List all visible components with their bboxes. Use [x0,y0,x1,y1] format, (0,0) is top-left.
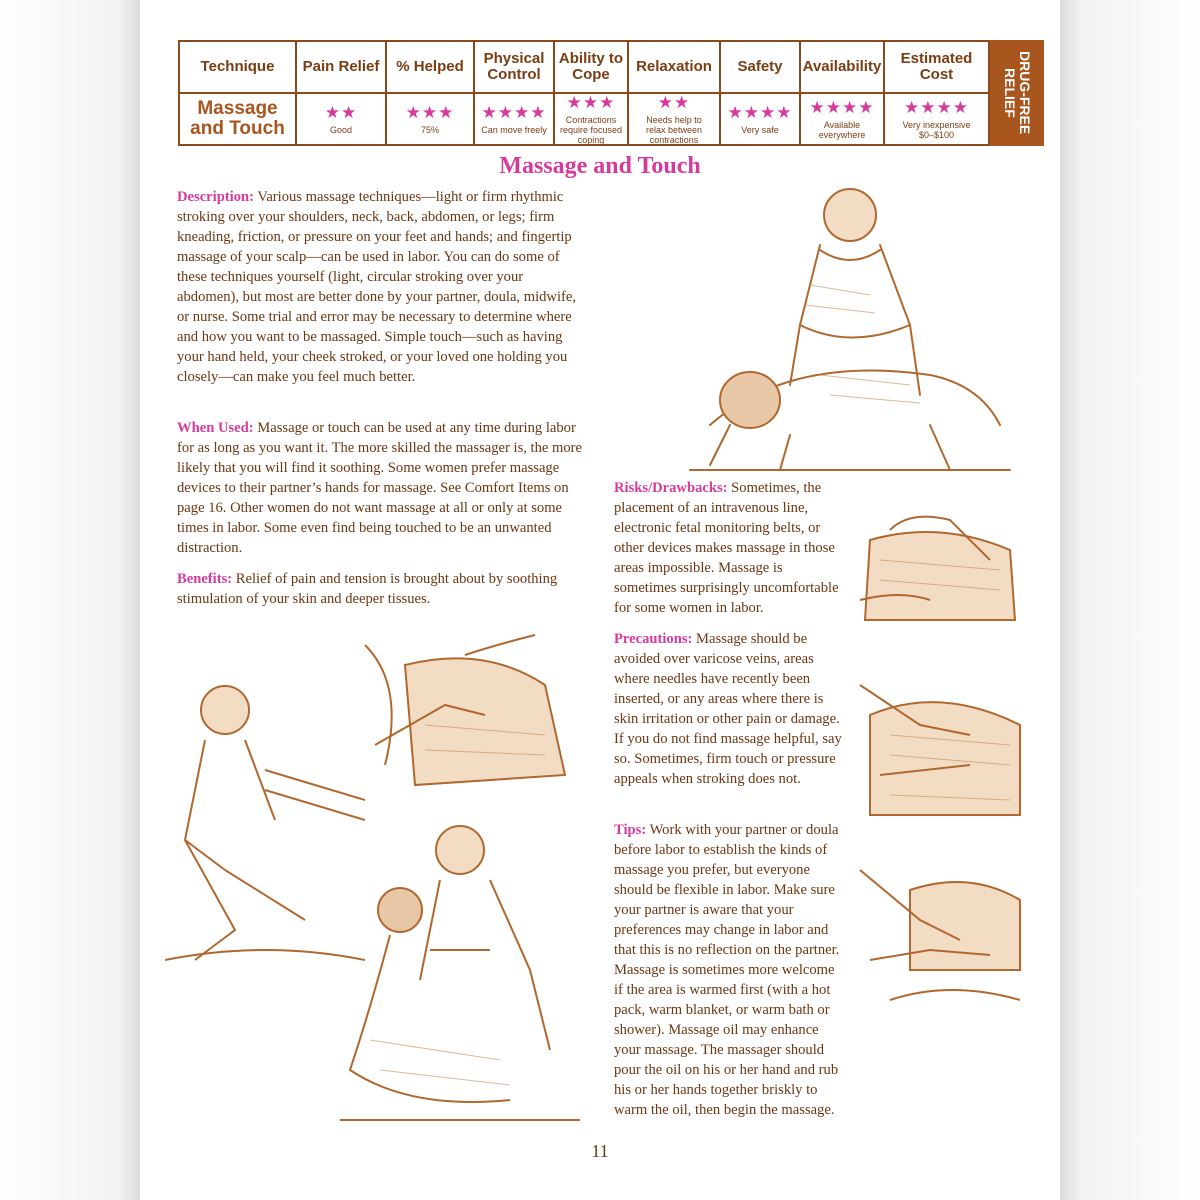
page-edge-left [0,0,140,1200]
description-label: Description: [177,189,255,205]
header-pain-relief: Pain Relief [297,42,387,92]
star-rating-icon: ★★★★ [904,97,969,117]
description-text: Various massage techniques—light or firm rhythmic stroking over your shoulders, neck, back, abdomen, or legs; firm kneading, friction, or pressure on your feet and hands; and fingertip massage of your scalp—can be used in labor. You can do some of these techniques yourself (light, circular stroking over your abdomen), but most are better done by your partner, doula, midwife, or nurse. Some trial and error may be necessary to determine where and how you want to be massaged. Simple touch—such as having your hand held, your cheek stroked, or your loved one holding you closely—can make you feel much better. [177,189,577,385]
section-side-tab [990,40,1044,146]
page-edge-right [1060,0,1200,1200]
rating-percent-helped: ★★★ 75% [387,94,475,144]
header-estimated-cost: Estimated Cost [900,50,973,83]
precautions-paragraph [614,629,842,789]
rating-safety: ★★★★ Very safe [721,94,801,144]
risks-paragraph [614,478,842,618]
rating-table-header-row [180,42,988,94]
when-used-text: Massage or touch can be used at any time during labor for as long as you want it. The more skilled the massager is, the more likely that you will find it soothing. Some women prefer massage devices to their partner’s hands for massage. See Comfort Items on page 16. Other women do not want massage at all or only at some times in labor. Some even find being touched to be an unwanted distraction. [177,420,583,556]
rating-table-data-row [180,94,988,144]
rating-relaxation: ★★ Needs help to relax between contractions [629,94,721,144]
rating-estimated-cost: ★★★★ Very inexpensive $0–$100 [902,97,971,140]
header-percent-helped: % Helped [387,42,475,92]
star-rating-icon: ★★★ [566,92,616,112]
star-rating-icon: ★★ [657,92,691,112]
header-availability: Availability [801,42,885,92]
rating-table [178,40,990,146]
tips-text: Work with your partner or doula before labor to establish the kinds of massage you prefer, but everyone should be flexible in labor. Make sure your partner is aware that your preferences may change in labor and that this is no reflection on the partner. Massage is sometimes more welcome if the area is warmed first (with a hot pack, warm blanket, or warm bath or shower). Massage oil may enhance your massage. The massager should pour the oil on his or her hand and rub his or her hands together briskly to warm the oil, then begin the massage. [614,822,840,1118]
illustration-lower-back-massage-3 [850,850,1025,1010]
description-paragraph [177,187,587,387]
star-rating-icon: ★★ [324,102,358,122]
book-page [140,0,1060,1200]
risks-text: Sometimes, the placement of an intravenous line, electronic fetal monitoring belts, or other devices makes massage in those areas impossible. Massage is sometimes surprisingly uncomfortable for some women in labor. [614,480,839,616]
star-rating-icon: ★★★ [405,102,455,122]
precautions-label: Precautions: [614,631,693,647]
illustration-seated-shoulder-massage [330,810,590,1130]
rating-availability: ★★★★ Available everywhere [801,94,885,144]
benefits-text: Relief of pain and tension is brought about by soothing stimulation of your skin and deeper tissues. [177,571,558,607]
header-physical-control: Physical Control [475,42,555,92]
illustration-lower-back-massage-1 [850,500,1025,630]
header-relaxation: Relaxation [629,42,721,92]
rating-pain-relief: ★★ Good [297,94,387,144]
star-rating-icon: ★★★★ [481,102,547,122]
illustration-shoulder-hand-massage [345,625,585,795]
star-rating-icon: ★★★★ [727,102,793,122]
illustration-back-massage-kneeling [670,175,1020,475]
benefits-paragraph [177,569,587,609]
header-safety: Safety [721,42,801,92]
rating-physical-control: ★★★★ Can move freely [475,94,555,144]
when-used-label: When Used: [177,420,254,436]
rating-ability-to-cope: ★★★ Contractions require focused coping [555,94,629,144]
benefits-label: Benefits: [177,571,233,587]
tips-paragraph [614,820,842,1120]
illustration-lower-back-massage-2 [850,665,1025,825]
risks-label: Risks/Drawbacks: [614,480,728,496]
side-tab-label: DRUG-FREE RELIEF [1002,51,1033,135]
page-title: Massage and Touch [499,153,701,179]
header-ability-to-cope: Ability to Cope [555,42,629,92]
tips-label: Tips: [614,822,647,838]
technique-cell [180,94,297,144]
star-rating-icon: ★★★★ [809,97,875,117]
when-used-paragraph [177,418,587,558]
header-technique: Technique [180,42,297,92]
technique-name: Massage and Touch [190,98,285,139]
page-number: 11 [591,1141,609,1161]
precautions-text: Massage should be avoided over varicose veins, areas where needles have recently been inserted, or any areas where there is skin irritation or other pain or damage. If you do not find massage helpful, say so. Sometimes, firm touch or pressure appeals when stroking does not. [614,631,842,787]
